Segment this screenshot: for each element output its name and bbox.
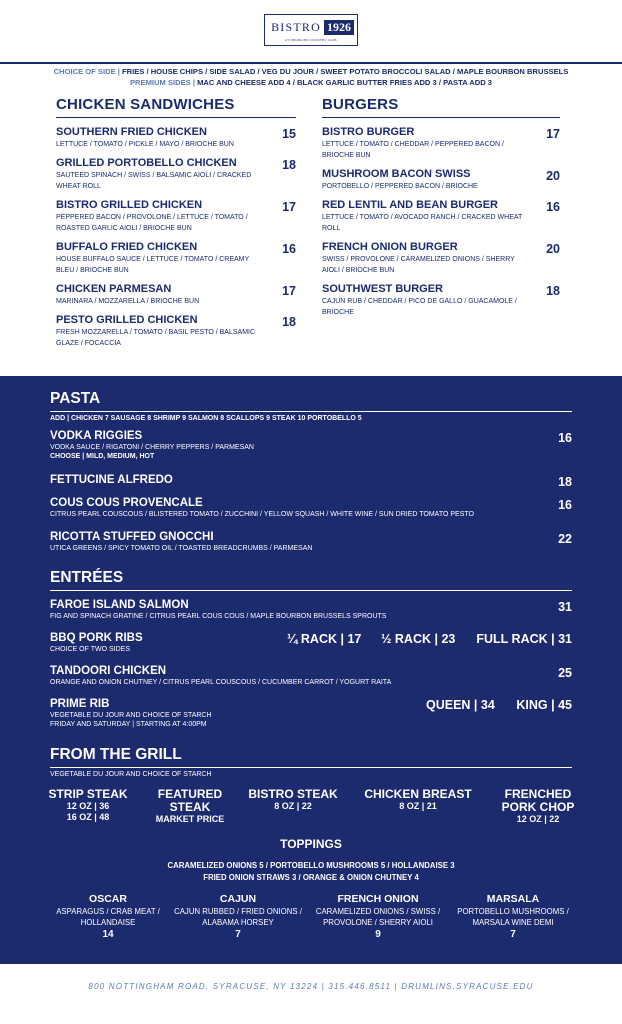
- menu-item: [56, 241, 296, 276]
- menu-item: [322, 199, 560, 234]
- item-name: BBQ PORK RIBS: [50, 632, 143, 644]
- toppings-line-2: FRIED ONION STRAWS 3 / ORANGE & ONION CHUTNEY 4: [203, 873, 419, 882]
- queen-price: QUEEN | 34: [426, 698, 495, 712]
- topping-style: [443, 893, 583, 941]
- topping-style-description: PORTOBELLO MUSHROOMS /: [457, 907, 569, 916]
- chicken-sandwiches-section: [56, 96, 296, 356]
- topping-style-description: PROVOLONE / SHERRY AIOLI: [323, 918, 433, 927]
- logo-word: BISTRO: [271, 20, 321, 34]
- item-name: CHICKEN PARMESAN: [56, 283, 172, 295]
- choice-of-side-list: FRIES / HOUSE CHIPS / SIDE SALAD / VEG DU JOUR / SWEET POTATO BROCCOLI SALAD / MAPLE BOURBON BRUSSELS: [122, 67, 569, 76]
- topping-style-description: ALABAMA HORSEY: [202, 918, 274, 927]
- item-name: BISTRO GRILLED CHICKEN: [56, 199, 203, 211]
- topping-styles: [0, 893, 622, 953]
- topping-style-price: 14: [102, 929, 114, 940]
- header-divider: [0, 62, 622, 64]
- grill-item-price: 8 OZ | 22: [274, 801, 312, 811]
- topping-style: [38, 893, 178, 941]
- item-price: 18: [558, 475, 572, 489]
- menu-item: [50, 497, 572, 519]
- logo-tagline: AT DRUMLINS COUNTRY CLUB: [285, 37, 337, 42]
- item-name: BUFFALO FRIED CHICKEN: [56, 241, 198, 253]
- topping-style-description: MARSALA WINE DEMI: [472, 918, 554, 927]
- grill-item-name: CHICKEN BREAST: [364, 787, 472, 801]
- item-price: 18: [546, 284, 560, 298]
- item-name: FAROE ISLAND SALMON: [50, 599, 189, 611]
- topping-style-price: 9: [375, 929, 381, 940]
- topping-style-name: FRENCH ONION: [337, 893, 419, 905]
- menu-item: [50, 665, 572, 687]
- item-name: VODKA RIGGIES: [50, 430, 143, 442]
- item-description: FIG AND SPINACH GRATINE / CITRUS PEARL COUS COUS / MAPLE BOURBON BRUSSELS SPROUTS: [50, 613, 387, 620]
- full-rack-price: FULL RACK | 31: [476, 632, 572, 646]
- menu-item: [322, 241, 560, 276]
- item-description: MARINARA / MOZZARELLA / BRIOCHE BUN: [56, 298, 200, 305]
- burgers-section: [322, 96, 560, 325]
- item-name: RED LENTIL AND BEAN BURGER: [322, 199, 499, 211]
- item-price: 18: [282, 315, 296, 329]
- item-description: LETTUCE / TOMATO / CHEDDAR / PEPPERED BACON / BRIOCHE BUN: [322, 141, 504, 159]
- grill-item: [140, 788, 240, 825]
- topping-style-name: OSCAR: [89, 893, 127, 905]
- entrees-title: ENTRÉES: [50, 569, 572, 591]
- topping-style-name: CAJUN: [219, 893, 257, 905]
- item-name: FRENCH ONION BURGER: [322, 241, 458, 253]
- item-price: 20: [546, 242, 560, 256]
- item-name: SOUTHERN FRIED CHICKEN: [56, 126, 207, 138]
- grill-item-name: BISTRO STEAK: [248, 787, 338, 801]
- grill-item-name: STRIP STEAK: [48, 787, 128, 801]
- item-price: 16: [558, 498, 572, 512]
- footer-contact: 800 NOTTINGHAM ROAD, SYRACUSE, NY 13224 | 315.446.8511 | DRUMLINS.SYRACUSE.EDU: [88, 982, 534, 991]
- item-price: 16: [282, 242, 296, 256]
- menu-item: [50, 430, 572, 461]
- item-price: 18: [282, 158, 296, 172]
- menu-item: [322, 283, 560, 318]
- premium-sides-list: MAC AND CHEESE ADD 4 / BLACK GARLIC BUTTER FRIES ADD 3 / PASTA ADD 3: [197, 78, 493, 87]
- item-description: CITRUS PEARL COUSCOUS / BLISTERED TOMATO / ZUCCHINI / YELLOW SQUASH / WHITE WINE / SUN DRIED TOMATO PESTO: [50, 511, 474, 518]
- premium-sides-line: [0, 77, 622, 88]
- topping-style-description: HOLLANDAISE: [80, 918, 136, 927]
- header: [0, 0, 622, 62]
- sides-info: [0, 66, 622, 88]
- menu-item: [322, 168, 560, 192]
- grill-item-name: FRENCHED: [504, 787, 572, 801]
- item-name: FETTUCINE ALFREDO: [50, 474, 173, 486]
- navy-menu-panel: [0, 376, 622, 964]
- menu-item: [322, 126, 560, 161]
- grill-item-price: MARKET PRICE: [155, 814, 225, 824]
- item-description: CAJUN RUB / CHEDDAR / PICO DE GALLO / GUACAMOLE / BRIOCHE: [322, 298, 517, 316]
- menu-item: [50, 698, 572, 729]
- topping-style-description: ASPARAGUS / CRAB MEAT /: [56, 907, 160, 916]
- entrees-section: [50, 569, 572, 591]
- item-description: VODKA SAUCE / RIGATONI / CHERRY PEPPERS / PARMESAN: [50, 444, 254, 451]
- grill-item-name: STEAK: [169, 800, 211, 814]
- item-price: 17: [282, 200, 296, 214]
- item-price: 20: [546, 169, 560, 183]
- half-rack-price: ½ RACK | 23: [381, 632, 456, 646]
- item-description: UTICA GREENS / SPICY TOMATO OIL / TOASTED BREADCRUMBS / PARMESAN: [50, 545, 313, 552]
- grill-item-name: PORK CHOP: [501, 800, 575, 814]
- item-description: LETTUCE / TOMATO / PICKLE / MAYO / BRIOCHE BUN: [56, 141, 234, 148]
- item-description: PEPPERED BACON / PROVOLONE / LETTUCE / TOMATO / ROASTED GARLIC AIOLI / BRIOCHE BUN: [56, 214, 248, 232]
- chicken-sandwiches-title: CHICKEN SANDWICHES: [56, 96, 296, 118]
- menu-item: [50, 474, 572, 487]
- item-name: RICOTTA STUFFED GNOCCHI: [50, 531, 214, 543]
- item-description: LETTUCE / TOMATO / AVOCADO RANCH / CRACKED WHEAT ROLL: [322, 214, 523, 232]
- king-price: KING | 45: [516, 698, 572, 712]
- grill-item: [243, 788, 343, 812]
- item-description: FRESH MOZZARELLA / TOMATO / BASIL PESTO / BALSAMIC GLAZE / FOCACCIA: [56, 329, 256, 347]
- topping-style-price: 7: [235, 929, 241, 940]
- grill-items: [0, 788, 622, 832]
- item-price: 22: [558, 532, 572, 546]
- quarter-rack-price: ¼ RACK | 17: [287, 632, 362, 646]
- item-price: 15: [282, 127, 296, 141]
- menu-item: [50, 632, 572, 654]
- topping-style: [168, 893, 308, 941]
- item-name: PESTO GRILLED CHICKEN: [56, 314, 198, 326]
- menu-item: [50, 599, 572, 621]
- menu-item: [56, 199, 296, 234]
- menu-item: [56, 157, 296, 192]
- topping-style-description: CARAMELIZED ONIONS / SWISS /: [315, 907, 441, 916]
- item-description: VEGETABLE DU JOUR AND CHOICE OF STARCH: [50, 712, 212, 719]
- topping-style: [308, 893, 448, 941]
- item-price: 25: [558, 666, 572, 680]
- topping-style-price: 7: [510, 929, 516, 940]
- grill-item: [358, 788, 478, 812]
- item-description: HOUSE BUFFALO SAUCE / LETTUCE / TOMATO / CREAMY BLEU / BRIOCHE BUN: [56, 256, 250, 274]
- item-name: SOUTHWEST BURGER: [322, 283, 443, 295]
- item-description: SWISS / PROVOLONE / CARAMELIZED ONIONS / SHERRY AIOLI / BRIOCHE BUN: [322, 256, 515, 274]
- pasta-add-ons: ADD | CHICKEN 7 SAUSAGE 8 SHRIMP 9 SALMON 8 SCALLOPS 9 STEAK 10 PORTOBELLO 5: [50, 415, 362, 422]
- menu-item: [56, 283, 296, 307]
- pasta-section: [50, 390, 572, 424]
- premium-sides-label: PREMIUM SIDES |: [129, 78, 195, 87]
- item-description: SAUTEED SPINACH / SWISS / BALSAMIC AIOLI / CRACKED WHEAT ROLL: [56, 172, 252, 190]
- pasta-title: PASTA: [50, 390, 572, 412]
- grill-item: [42, 788, 134, 823]
- item-description: CHOICE OF TWO SIDES: [50, 646, 130, 653]
- burgers-title: BURGERS: [322, 96, 560, 118]
- item-price: 31: [558, 600, 572, 614]
- item-price: 17: [546, 127, 560, 141]
- item-availability: FRIDAY AND SATURDAY | STARTING AT 4:00PM: [50, 721, 207, 728]
- logo-year: 1926: [324, 20, 354, 35]
- choice-of-side-label: CHOICE OF SIDE |: [53, 67, 120, 76]
- item-price: 17: [282, 284, 296, 298]
- grill-item: [488, 788, 588, 825]
- grill-title: FROM THE GRILL: [50, 746, 572, 768]
- item-name: BISTRO BURGER: [322, 126, 415, 138]
- toppings-title: TOPPINGS: [280, 837, 342, 851]
- menu-item: [50, 531, 572, 553]
- menu-item: [56, 126, 296, 150]
- grill-subline: VEGETABLE DU JOUR AND CHOICE OF STARCH: [50, 771, 212, 778]
- item-name: TANDOORI CHICKEN: [50, 665, 167, 677]
- menu-item: [56, 314, 296, 349]
- item-name: PRIME RIB: [50, 698, 110, 710]
- bistro-logo: [264, 14, 358, 46]
- item-price: 16: [558, 431, 572, 445]
- topping-style-description: CAJUN RUBBED / FRIED ONIONS /: [174, 907, 302, 916]
- choice-of-side-line: [0, 66, 622, 77]
- item-name: GRILLED PORTOBELLO CHICKEN: [56, 157, 237, 169]
- grill-item-price: 8 OZ | 21: [399, 801, 437, 811]
- item-name: MUSHROOM BACON SWISS: [322, 168, 471, 180]
- grill-item-price: 16 OZ | 48: [66, 812, 110, 822]
- grill-item-price: 12 OZ | 36: [66, 801, 110, 811]
- grill-item-price: 12 OZ | 22: [516, 814, 560, 824]
- item-option-line: CHOOSE | MILD, MEDIUM, HOT: [50, 453, 155, 460]
- item-description: PORTOBELLO / PEPPERED BACON / BRIOCHE: [322, 183, 478, 190]
- item-description: ORANGE AND ONION CHUTNEY / CITRUS PEARL COUSCOUS / CUCUMBER CARROT / YOGURT RAITA: [50, 679, 392, 686]
- toppings-line-1: CARAMELIZED ONIONS 5 / PORTOBELLO MUSHROOMS 5 / HOLLANDAISE 3: [167, 861, 455, 870]
- item-price: 16: [546, 200, 560, 214]
- topping-style-name: MARSALA: [486, 893, 540, 905]
- grill-item-name: FEATURED: [157, 787, 223, 801]
- item-name: COUS COUS PROVENCALE: [50, 497, 203, 509]
- grill-section: [50, 746, 572, 780]
